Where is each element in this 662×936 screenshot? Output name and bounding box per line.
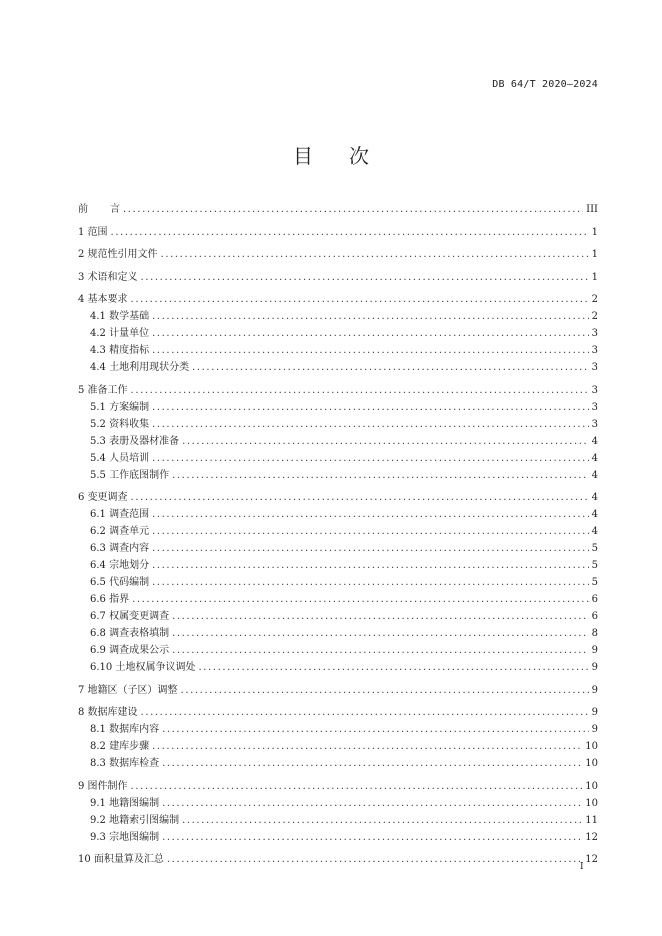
toc-leader-dots xyxy=(172,625,589,642)
toc-entry[interactable] xyxy=(78,557,598,574)
toc-entry-label: 3 术语和定义 xyxy=(78,271,138,283)
toc-entry-page: 10 xyxy=(585,758,598,769)
toc-entry-page: 3 xyxy=(591,401,598,413)
toc-entry-page: 4 xyxy=(591,435,598,447)
toc-entry-page: III xyxy=(586,204,598,215)
toc-entry-page: 6 xyxy=(591,611,598,622)
toc-entry[interactable] xyxy=(78,574,598,591)
toc-leader-dots xyxy=(152,450,589,467)
toc-leader-dots xyxy=(192,359,589,376)
toc-leader-dots xyxy=(131,382,589,399)
toc-entry[interactable] xyxy=(78,642,598,659)
toc-entry[interactable] xyxy=(78,399,598,416)
toc-entry[interactable] xyxy=(78,795,598,812)
toc-entry[interactable] xyxy=(78,359,598,376)
toc-leader-dots xyxy=(162,721,589,738)
title-char-1: 目 xyxy=(293,144,313,168)
page-title xyxy=(0,140,662,169)
toc-leader-dots xyxy=(132,591,589,608)
toc-entry-page: 1 xyxy=(591,226,598,238)
toc-entry[interactable] xyxy=(78,540,598,557)
toc-entry-page: 5 xyxy=(591,543,598,554)
toc-leader-dots xyxy=(172,608,589,625)
toc-entry[interactable] xyxy=(78,721,598,738)
toc-entry[interactable] xyxy=(78,224,598,241)
toc-entry[interactable] xyxy=(78,201,598,218)
toc-entry[interactable] xyxy=(78,608,598,625)
toc-entry[interactable] xyxy=(78,659,598,676)
toc-entry-label: 6.5 代码编制 xyxy=(90,577,150,588)
toc-entry-label: 前 言 xyxy=(78,204,120,215)
toc-entry-page: 10 xyxy=(585,741,598,752)
toc-entry[interactable] xyxy=(78,829,598,846)
toc-entry-page: 10 xyxy=(585,780,598,792)
toc-entry-label: 4.1 数学基础 xyxy=(90,311,150,322)
toc-leader-dots xyxy=(152,523,589,540)
toc-leader-dots xyxy=(152,557,589,574)
toc-entry-page: 3 xyxy=(591,362,598,373)
toc-entry-page: 9 xyxy=(591,645,598,656)
toc-entry[interactable] xyxy=(78,682,598,699)
toc-entry-label: 6.1 调查范围 xyxy=(90,509,150,520)
toc-entry-label: 6.7 权属变更调查 xyxy=(90,611,170,622)
toc-leader-dots xyxy=(152,540,589,557)
toc-leader-dots xyxy=(123,201,583,218)
toc-entry-label: 6.9 调查成果公示 xyxy=(90,645,170,656)
toc-leader-dots xyxy=(152,399,589,416)
toc-leader-dots xyxy=(131,291,589,308)
toc-entry-page: 4 xyxy=(591,526,598,537)
title-char-2: 次 xyxy=(349,144,369,168)
toc-entry-page: 1 xyxy=(591,249,598,260)
toc-leader-dots xyxy=(198,659,588,676)
toc-entry[interactable] xyxy=(78,382,598,399)
toc-entry[interactable] xyxy=(78,246,598,263)
toc-leader-dots xyxy=(181,682,589,699)
toc-entry[interactable] xyxy=(78,738,598,755)
toc-entry[interactable] xyxy=(78,591,598,608)
toc-leader-dots xyxy=(111,224,589,241)
toc-entry-page: 4 xyxy=(591,469,598,481)
toc-leader-dots xyxy=(152,308,589,325)
toc-entry[interactable] xyxy=(78,467,598,484)
toc-entry-label: 4 基本要求 xyxy=(78,294,128,305)
toc-entry-page: 8 xyxy=(591,628,598,639)
toc-entry[interactable] xyxy=(78,291,598,308)
toc-entry-label: 6.6 指界 xyxy=(90,594,130,605)
toc-entry[interactable] xyxy=(78,325,598,342)
toc-entry[interactable] xyxy=(78,416,598,433)
toc-entry-page: 9 xyxy=(591,662,598,673)
toc-entry[interactable] xyxy=(78,450,598,467)
toc-entry-page: 9 xyxy=(591,684,598,696)
toc-entry-label: 6.8 调查表格填制 xyxy=(90,628,170,639)
toc-entry-page: 4 xyxy=(591,492,598,503)
toc-entry-label: 5.1 方案编制 xyxy=(90,401,150,413)
toc-leader-dots xyxy=(152,506,589,523)
toc-entry-label: 2 规范性引用文件 xyxy=(78,249,158,260)
toc-entry-label: 6.10 土地权属争议调处 xyxy=(90,662,196,673)
toc-entry-page: 3 xyxy=(591,418,598,430)
toc-entry[interactable] xyxy=(78,625,598,642)
toc-leader-dots xyxy=(141,704,589,721)
toc-entry-label: 6 变更调查 xyxy=(78,492,128,503)
toc-entry-label: 10 面积量算及汇总 xyxy=(78,854,164,865)
toc-entry-page: 10 xyxy=(585,797,598,809)
table-of-contents xyxy=(78,201,598,868)
toc-entry-page: 2 xyxy=(591,294,598,305)
toc-entry[interactable] xyxy=(78,523,598,540)
toc-entry-label: 9.2 地籍索引图编制 xyxy=(90,814,180,826)
toc-entry[interactable] xyxy=(78,778,598,795)
toc-entry[interactable] xyxy=(78,489,598,506)
toc-entry-label: 5.5 工作底图制作 xyxy=(90,469,170,481)
toc-leader-dots xyxy=(162,755,582,772)
toc-leader-dots xyxy=(141,269,589,286)
toc-leader-dots xyxy=(152,416,589,433)
toc-entry[interactable] xyxy=(78,812,598,829)
toc-entry-label: 8.3 数据库检查 xyxy=(90,758,160,769)
toc-leader-dots xyxy=(182,812,582,829)
toc-entry[interactable] xyxy=(78,433,598,450)
toc-entry-label: 4.2 计量单位 xyxy=(90,328,150,339)
toc-entry-label: 5.3 表册及器材准备 xyxy=(90,435,180,447)
toc-entry-label: 5 准备工作 xyxy=(78,384,128,396)
toc-entry-label: 4.4 土地利用现状分类 xyxy=(90,362,190,373)
toc-entry-label: 9 图件制作 xyxy=(78,780,128,792)
toc-leader-dots xyxy=(131,489,589,506)
toc-leader-dots xyxy=(172,642,589,659)
toc-entry-label: 9.3 宗地图编制 xyxy=(90,831,160,843)
toc-leader-dots xyxy=(152,738,582,755)
toc-entry-label: 7 地籍区（子区）调整 xyxy=(78,684,178,696)
toc-entry-page: 12 xyxy=(585,854,598,865)
toc-entry-label: 5.4 人员培训 xyxy=(90,452,150,464)
toc-leader-dots xyxy=(131,778,583,795)
toc-entry-page: 5 xyxy=(591,577,598,588)
toc-entry-page: 11 xyxy=(585,814,598,826)
toc-entry-label: 8 数据库建设 xyxy=(78,707,138,718)
toc-entry[interactable] xyxy=(78,704,598,721)
toc-leader-dots xyxy=(161,246,589,263)
toc-entry-page: 3 xyxy=(591,345,598,356)
toc-leader-dots xyxy=(172,467,589,484)
toc-entry-page: 2 xyxy=(591,311,598,322)
toc-entry-label: 6.4 宗地划分 xyxy=(90,560,150,571)
toc-entry-page: 3 xyxy=(591,384,598,396)
page-number: I xyxy=(580,862,584,872)
toc-leader-dots xyxy=(167,851,582,868)
toc-entry-page: 3 xyxy=(591,328,598,339)
toc-entry[interactable] xyxy=(78,755,598,772)
toc-leader-dots xyxy=(152,342,589,359)
toc-entry[interactable] xyxy=(78,506,598,523)
toc-entry[interactable] xyxy=(78,851,598,868)
toc-entry-label: 4.3 精度指标 xyxy=(90,345,150,356)
toc-entry[interactable] xyxy=(78,308,598,325)
toc-entry-label: 5.2 资料收集 xyxy=(90,418,150,430)
toc-leader-dots xyxy=(152,574,589,591)
toc-entry-label: 1 范围 xyxy=(78,226,108,238)
toc-entry[interactable] xyxy=(78,342,598,359)
toc-entry-label: 8.1 数据库内容 xyxy=(90,724,160,735)
toc-entry-label: 6.3 调查内容 xyxy=(90,543,150,554)
toc-entry-label: 8.2 建库步骤 xyxy=(90,741,150,752)
toc-entry-label: 9.1 地籍图编制 xyxy=(90,797,160,809)
toc-entry-page: 12 xyxy=(585,831,598,843)
toc-entry-label: 6.2 调查单元 xyxy=(90,526,150,537)
toc-entry-page: 6 xyxy=(591,594,598,605)
toc-entry[interactable] xyxy=(78,269,598,286)
toc-entry-page: 9 xyxy=(591,707,598,718)
toc-entry-page: 9 xyxy=(591,724,598,735)
toc-entry-page: 4 xyxy=(591,452,598,464)
toc-entry-page: 4 xyxy=(591,509,598,520)
toc-leader-dots xyxy=(162,829,582,846)
toc-entry-page: 1 xyxy=(591,271,598,283)
toc-entry-page: 5 xyxy=(591,560,598,571)
document-code: DB 64/T 2020—2024 xyxy=(492,79,598,90)
toc-leader-dots xyxy=(162,795,582,812)
toc-leader-dots xyxy=(152,325,589,342)
toc-leader-dots xyxy=(182,433,589,450)
